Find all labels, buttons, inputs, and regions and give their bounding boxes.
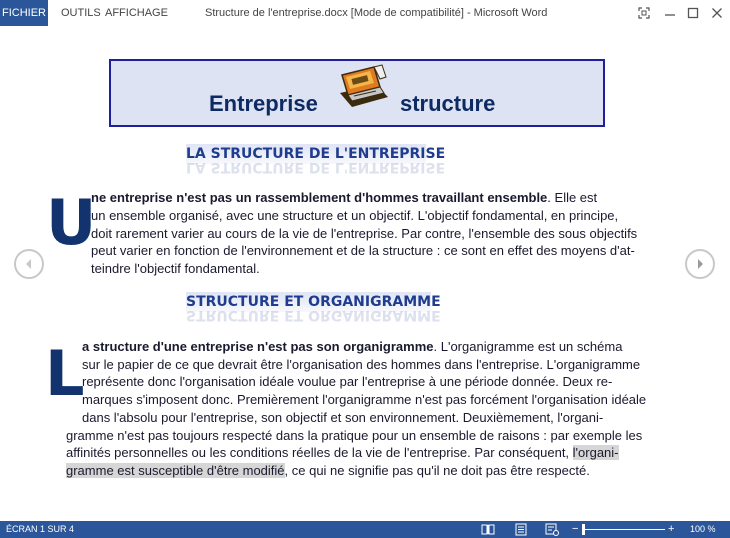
chevron-left-icon xyxy=(16,251,42,277)
highlighted-text[interactable]: gramme est susceptible d'être modifié xyxy=(66,463,285,478)
window-title: Structure de l'entreprise.docx [Mode de compatibilité] - Microsoft Word xyxy=(205,7,548,19)
page-indicator: ÉCRAN 1 SUR 4 xyxy=(6,524,75,534)
line-text: . L'organigramme est un schéma xyxy=(433,339,623,354)
title-bar xyxy=(0,0,730,26)
paragraph-line: sur le papier de ce que devrait être l'organisation des hommes dans l'entreprise. L'organigramme xyxy=(82,357,641,372)
zoom-out-button[interactable]: − xyxy=(572,523,579,535)
paragraph-line: dans l'absolu pour l'entreprise, son objectif et son environnement. Deuxièmement, l'organi- xyxy=(82,410,604,425)
paragraph-line: peut varier en fonction de l'environnement et de la structure : ce sont en effet des moyens d'at- xyxy=(91,243,635,258)
maximize-button[interactable] xyxy=(682,3,704,23)
paragraph-line: un ensemble organisé, avec une structure et un objectif. L'objectif fondamental, en principe, xyxy=(91,208,619,223)
line-text: . Elle est xyxy=(547,190,598,205)
banner-word-left: Entreprise xyxy=(209,91,318,116)
section-heading-reflection: STRUCTURE ET ORGANIGRAMME xyxy=(186,307,441,323)
paragraph-line: doit rarement varier au cours de la vie de l'entreprise. Par contre, l'ensemble des sous objectifs xyxy=(91,226,638,241)
highlighted-text[interactable]: l'organi- xyxy=(572,445,619,460)
minimize-icon xyxy=(664,7,676,19)
drop-cap-l: L xyxy=(45,337,85,410)
paragraph-line xyxy=(66,445,619,460)
close-button[interactable] xyxy=(706,3,728,23)
menu-view[interactable]: AFFICHAGE xyxy=(105,7,168,19)
paragraph-line: marques s'imposent donc. Premièrement l'organigramme n'est pas forcément l'organisation idéale xyxy=(82,392,647,407)
maximize-icon xyxy=(687,7,699,19)
next-screen-button[interactable] xyxy=(685,249,715,279)
drop-cap-u: U xyxy=(46,186,97,259)
minimize-button[interactable] xyxy=(659,3,681,23)
paragraph-line: gramme n'est pas toujours respecté dans la pratique pour un ensemble de raisons : par exemple les xyxy=(66,428,643,443)
line-text: affinités personnelles ou les conditions réelles de la vie de l'entreprise. Par conséquent, xyxy=(66,445,573,460)
paragraph-line xyxy=(66,463,590,478)
bold-lead-text: a structure d'une entreprise n'est pas son organigramme xyxy=(82,339,434,354)
menu-tools[interactable]: OUTILS xyxy=(61,7,101,19)
print-layout-icon[interactable] xyxy=(514,523,528,536)
bold-lead-text: ne entreprise n'est pas un rassemblement d'hommes travaillant ensemble xyxy=(91,190,548,205)
zoom-slider[interactable] xyxy=(585,529,665,530)
title-banner xyxy=(109,59,605,127)
paragraph-line: représente donc l'organisation idéale voulue par l'entreprise à une période donnée. Deux re- xyxy=(82,374,613,389)
paragraph-line xyxy=(82,339,622,354)
zoom-level[interactable]: 100 % xyxy=(690,524,716,534)
previous-screen-button[interactable] xyxy=(14,249,44,279)
line-text: , ce qui ne signifie pas qu'il ne doit pas être respecté. xyxy=(284,463,590,478)
status-bar xyxy=(0,521,730,538)
close-icon xyxy=(711,7,723,19)
web-layout-icon[interactable] xyxy=(545,523,559,536)
paragraph-line: teindre l'objectif fondamental. xyxy=(91,261,260,276)
fullscreen-icon xyxy=(638,7,650,19)
section-heading-organigram: STRUCTURE ET ORGANIGRAMME xyxy=(186,294,441,310)
zoom-slider-thumb[interactable] xyxy=(582,524,585,535)
banner-word-right: structure xyxy=(400,91,496,116)
read-mode-icon[interactable] xyxy=(481,523,495,536)
chevron-right-icon xyxy=(687,251,713,277)
zoom-in-button[interactable]: + xyxy=(668,523,675,535)
section-heading-reflection: LA STRUCTURE DE L'ENTREPRISE xyxy=(186,159,446,175)
menu-file[interactable]: FICHIER xyxy=(0,0,48,26)
paragraph-line xyxy=(91,190,597,205)
cash-register-icon xyxy=(336,63,392,113)
section-heading-structure: LA STRUCTURE DE L'ENTREPRISE xyxy=(186,146,446,162)
fullscreen-button[interactable] xyxy=(633,3,655,23)
